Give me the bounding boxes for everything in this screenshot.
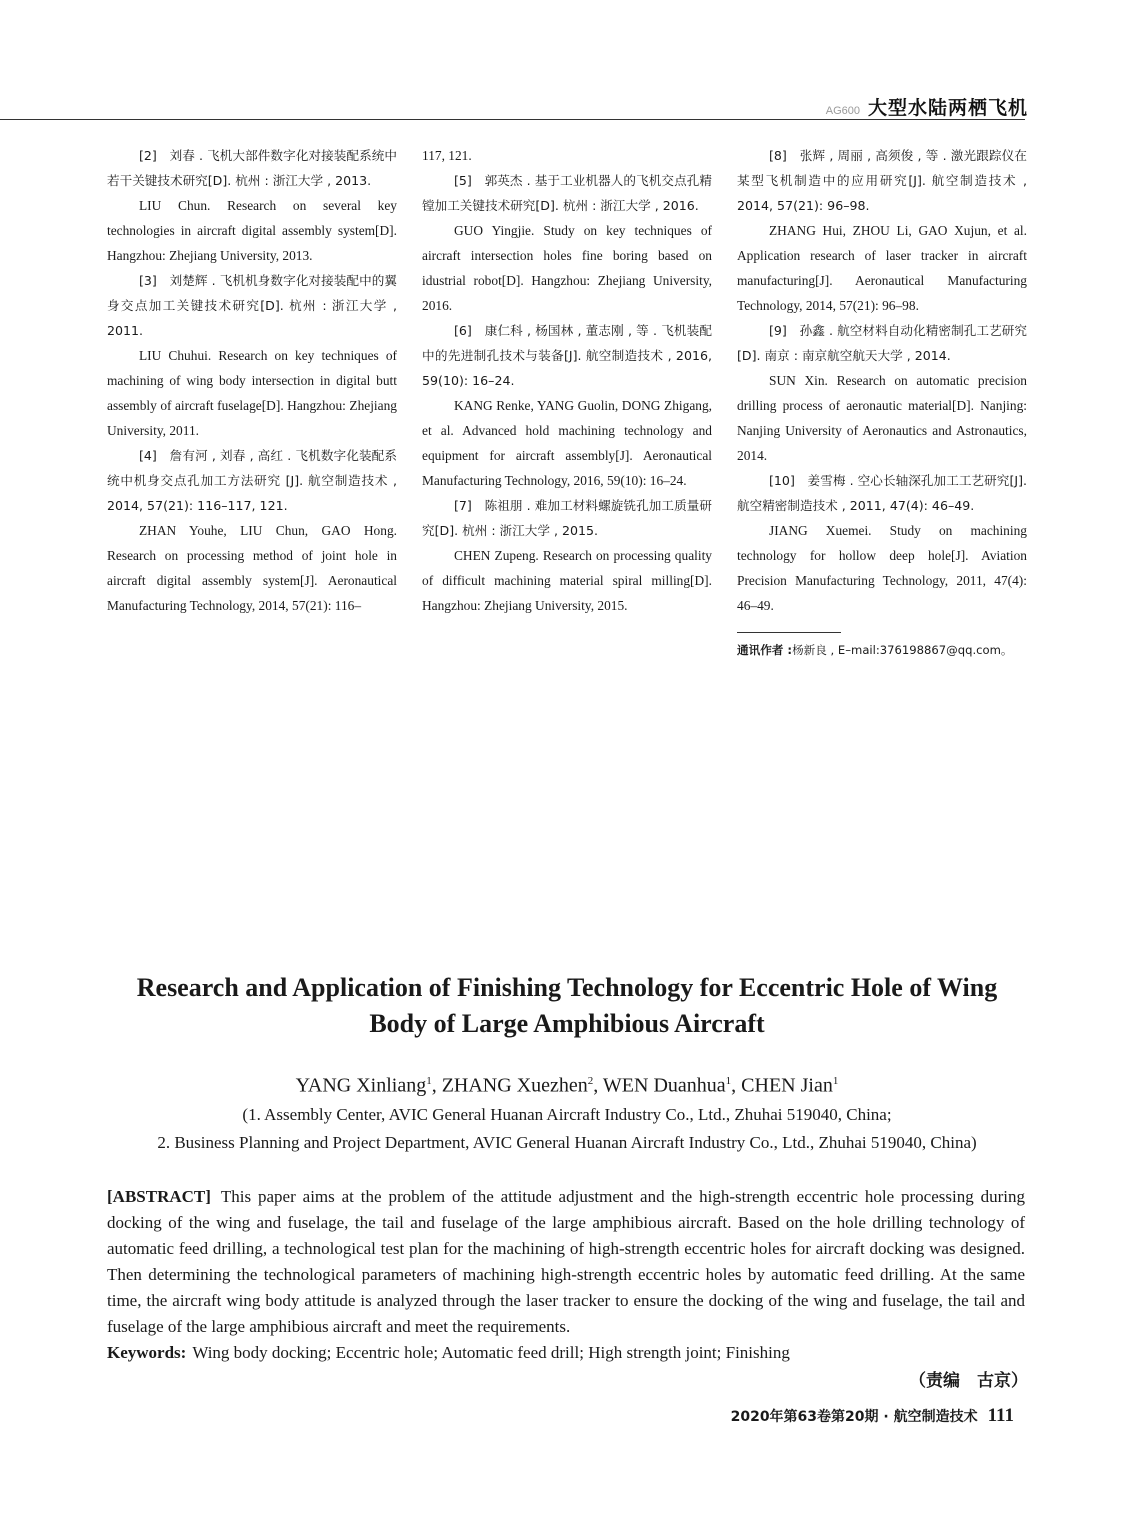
reference-entry: SUN Xin. Research on automatic precision drilling process of aeronautic material[D]. Nanjing: Nanjing University of Aeronautics and Astronautics, 2014. — [737, 373, 1027, 463]
reference-entry: KANG Renke, YANG Guolin, DONG Zhigang, et al. Advanced hold machining technology and equipment for aircraft assembly[J]. Aeronautical Manufacturing Technology, 2016, 59(10): 16–24. — [422, 398, 712, 488]
author-separator: , — [731, 1074, 742, 1097]
reference-entry: JIANG Xuemei. Study on machining technology for hollow deep hole[J]. Aviation Precision Manufacturing Technology, 2011, 47(4): 46–49. — [737, 523, 1027, 613]
reference-entry: [4] 詹有河 , 刘春 , 高红 . 飞机数字化装配系统中机身交点孔加工方法研究 [J]. 航空制造技术 , 2014, 57(21): 116–117, 121. — [107, 448, 397, 513]
affiliation-2: 2. Business Planning and Project Department, AVIC General Huanan Aircraft Industry Co., Ltd., Zhuhai 519040, China) — [157, 1133, 977, 1152]
references-section — [107, 143, 1027, 661]
keywords — [107, 1340, 1025, 1366]
author-name: CHEN Jian — [741, 1074, 833, 1097]
journal-code: AG600 — [825, 105, 860, 117]
author-name: WEN Duanhua — [602, 1074, 726, 1097]
article-title — [107, 970, 1027, 1042]
correspondence-value: 杨新良 , E–mail:376198867@qq.com。 — [792, 643, 1013, 657]
running-header — [826, 93, 1028, 120]
author-list — [107, 1066, 1027, 1101]
reference-entry: LIU Chun. Research on several key technologies in aircraft digital assembly system[D]. Hangzhou: Zhejiang University, 2013. — [107, 198, 397, 263]
author-separator: , — [431, 1074, 442, 1097]
abstract-text: This paper aims at the problem of the attitude adjustment and the high-strength eccentric hole processing during docking of the wing and fuselage, the tail and fuselage of the large amphibious aircraft. Based on the hole drilling technology of automatic feed drilling, a technological test plan for the machining of high-strength eccentric holes for aircraft docking was designed. Then determining the technological parameters of machining high-strength eccentric holes by automatic feed drilling. At the same time, the aircraft wing body attitude is analyzed through the laser tracker to ensure the docking of the wing and fuselage, the tail and fuselage of the large amphibious aircraft and meet the requirements. — [107, 1187, 1025, 1336]
reference-continuation: 117, 121. — [422, 148, 472, 163]
article-title-line-2: Body of Large Amphibious Aircraft — [369, 1009, 765, 1038]
abstract-label: [ABSTRACT] — [107, 1187, 211, 1206]
header-rule — [0, 119, 1025, 120]
reference-entry: [9] 孙鑫 . 航空材料自动化精密制孔工艺研究[D]. 南京 : 南京航空航天大学 , 2014. — [737, 323, 1027, 363]
author-affiliation-mark: 1 — [832, 1075, 839, 1087]
issue-info: 2020年第63卷第20期 · 航空制造技术 — [730, 1409, 978, 1425]
reference-entry: [7] 陈祖朋 . 难加工材料螺旋铣孔加工质量研究[D]. 杭州 : 浙江大学 , 2015. — [422, 498, 712, 538]
reference-entry: ZHAN Youhe, LIU Chun, GAO Hong. Research on processing method of joint hole in aircraft digital assembly system[J]. Aeronautical Manufacturing Technology, 2014, 57(21): 116– — [107, 523, 397, 613]
references-column-2 — [422, 143, 712, 661]
abstract — [107, 1184, 1025, 1340]
reference-entry: [6] 康仁科 , 杨国林 , 董志刚 , 等 . 飞机装配中的先进制孔技术与装备[J]. 航空制造技术 , 2016, 59(10): 16–24. — [422, 323, 712, 388]
article-title-line-1: Research and Application of Finishing Technology for Eccentric Hole of Wing — [136, 973, 998, 1002]
reference-entry: GUO Yingjie. Study on key techniques of aircraft intersection holes fine boring based on idustrial robot[D]. Hangzhou: Zhejiang University, 2016. — [422, 223, 712, 313]
keywords-text: Wing body docking; Eccentric hole; Automatic feed drill; High strength joint; Finishing — [192, 1343, 790, 1362]
editor-note: （责编 古京） — [909, 1371, 1028, 1391]
reference-entry: [8] 张辉 , 周丽 , 高须俊 , 等 . 激光跟踪仪在某型飞机制造中的应用研究[J]. 航空制造技术 , 2014, 57(21): 96–98. — [737, 148, 1027, 213]
references-column-1 — [107, 143, 397, 661]
reference-entry: CHEN Zupeng. Research on processing quality of difficult machining material spiral milling[D]. Hangzhou: Zhejiang University, 2015. — [422, 548, 712, 613]
author-affiliation-mark: 2 — [587, 1075, 594, 1087]
journal-section-title: 大型水陆两栖飞机 — [867, 97, 1028, 119]
correspondence-label: 通讯作者 : — [737, 643, 793, 657]
reference-entry: LIU Chuhui. Research on key techniques of machining of wing body intersection in digital butt assembly of aircraft fuselage[D]. Hangzhou: Zhejiang University, 2011. — [107, 348, 397, 438]
correspondence-note — [737, 639, 1027, 661]
author-name: ZHANG Xuezhen — [441, 1074, 588, 1097]
references-column-3 — [737, 143, 1027, 661]
reference-entry: [2] 刘春 . 飞机大部件数字化对接装配系统中若干关键技术研究[D]. 杭州 : 浙江大学 , 2013. — [107, 148, 397, 188]
reference-entry: ZHANG Hui, ZHOU Li, GAO Xujun, et al. Application research of laser tracker in aircraft manufacturing[J]. Aeronautical Manufacturing Technology, 2014, 57(21): 96–98. — [737, 223, 1027, 313]
reference-entry: [10] 姜雪梅 . 空心长轴深孔加工工艺研究[J]. 航空精密制造技术 , 2011, 47(4): 46–49. — [737, 473, 1027, 513]
page-number: 111 — [987, 1405, 1014, 1426]
keywords-label: Keywords: — [107, 1343, 187, 1362]
author-separator: , — [593, 1074, 603, 1097]
affiliation-1: (1. Assembly Center, AVIC General Huanan Aircraft Industry Co., Ltd., Zhuhai 519040, China; — [242, 1105, 892, 1124]
author-name: YANG Xinliang — [295, 1074, 427, 1097]
page-footer — [731, 1405, 1014, 1427]
footnote-rule — [737, 632, 841, 633]
reference-entry: [5] 郭英杰 . 基于工业机器人的飞机交点孔精镗加工关键技术研究[D]. 杭州 : 浙江大学 , 2016. — [422, 173, 712, 213]
reference-entry: [3] 刘楚辉 . 飞机机身数字化对接装配中的翼身交点加工关键技术研究[D]. 杭州 : 浙江大学 , 2011. — [107, 273, 397, 338]
author-affiliation-mark: 1 — [426, 1075, 432, 1087]
author-affiliation-mark: 1 — [725, 1075, 732, 1087]
